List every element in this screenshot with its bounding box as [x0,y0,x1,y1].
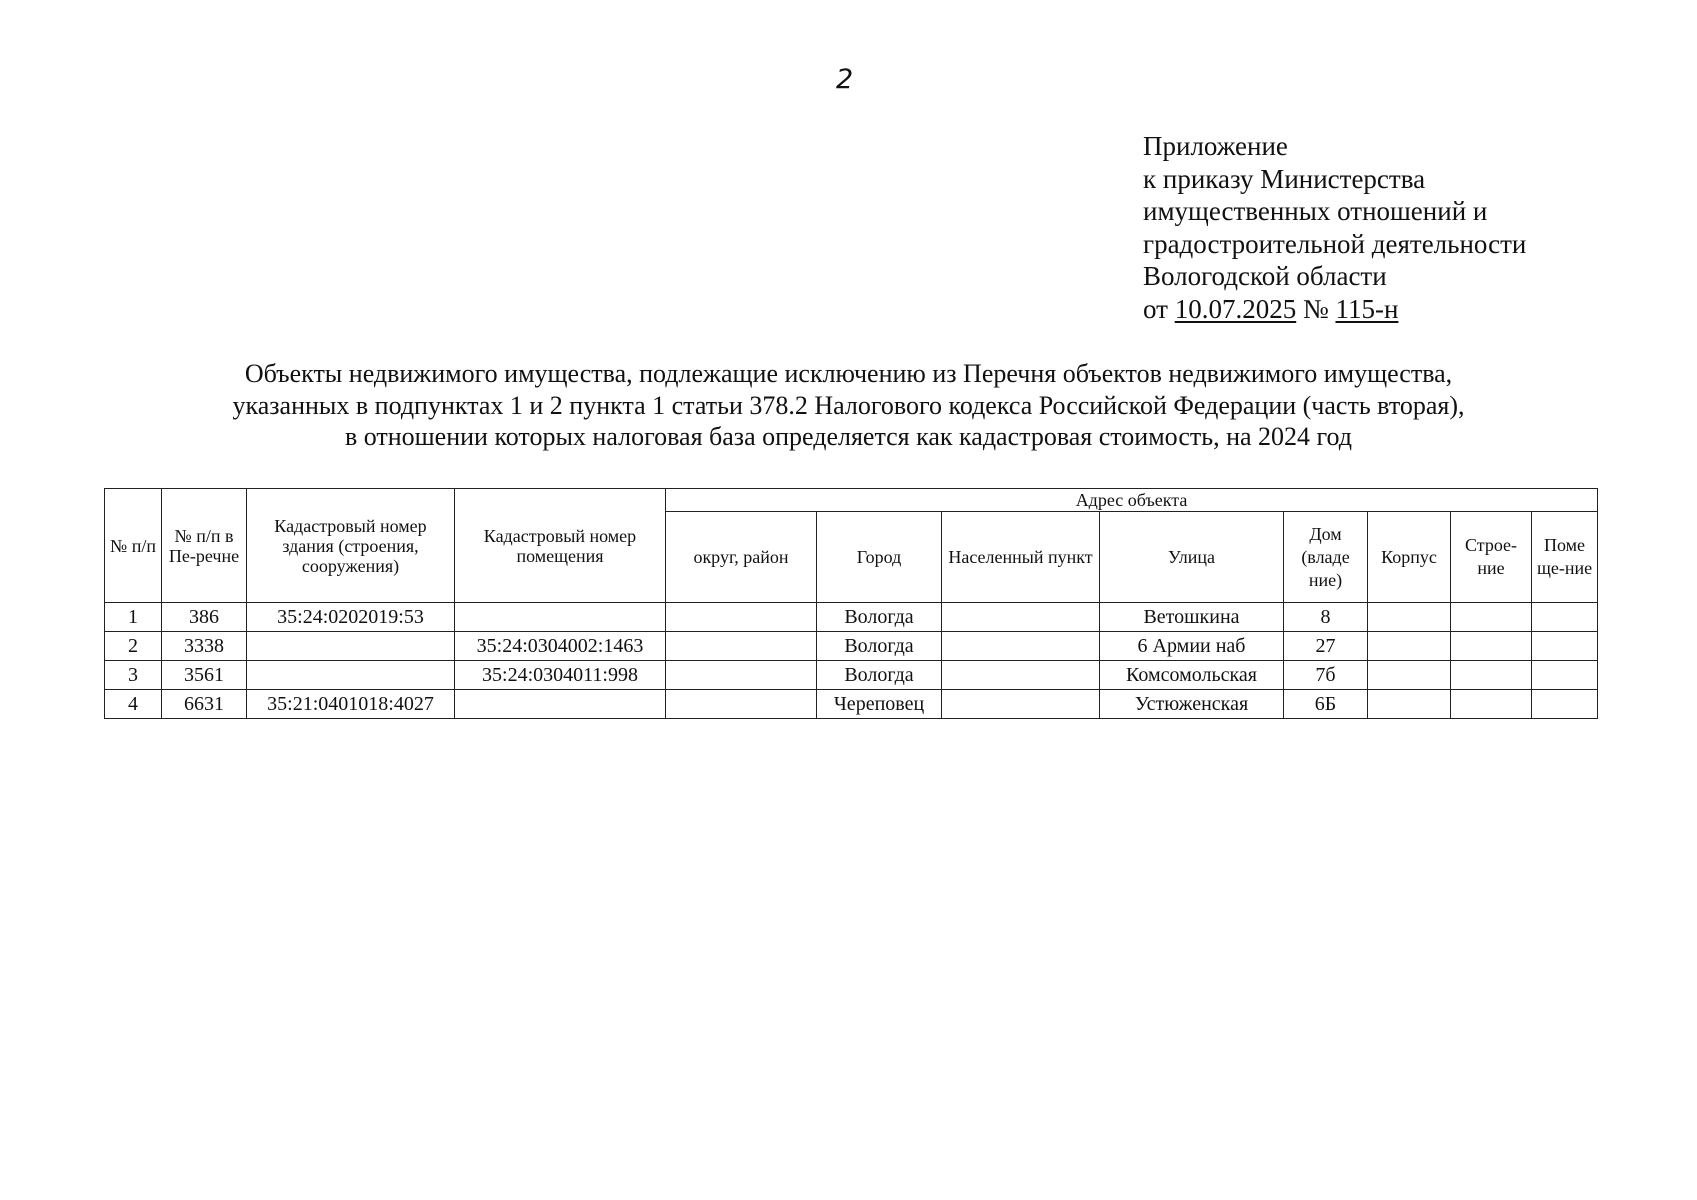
cell-locality [942,603,1100,632]
cell-block [1368,632,1451,661]
header-structure: Строе-ние [1451,512,1532,603]
date-prefix: от [1143,293,1168,324]
objects-table [104,488,1598,719]
cell-district [666,661,817,690]
cell-premises [455,603,666,632]
header-house: Дом (владе ние) [1284,512,1368,603]
cell-building [247,632,455,661]
order-number: 115-н [1335,293,1399,324]
cell-premises: 35:24:0304002:1463 [455,632,666,661]
cell-premises [455,690,666,719]
cell-block [1368,661,1451,690]
cell-structure [1451,661,1532,690]
header-locality: Населенный пункт [942,512,1100,603]
cell-no: 1 [105,603,162,632]
cell-street: Комсомольская [1100,661,1284,690]
cell-no: 3 [105,661,162,690]
number-sign: № [1302,293,1329,324]
cell-no: 4 [105,690,162,719]
document-title [100,358,1597,453]
header-premises-cadastral: Кадастровый номер помещения [455,489,666,603]
cell-list-no: 3561 [162,661,247,690]
cell-district [666,603,817,632]
cell-city: Вологда [817,603,942,632]
appendix-line: к приказу Министерства [1143,163,1426,194]
cell-locality [942,690,1100,719]
table-row [105,690,1598,719]
cell-room [1532,603,1598,632]
appendix-line: Приложение [1143,131,1288,161]
title-line: в отношении которых налоговая база определяется как кадастровая стоимость, на 2024 год [344,422,1353,451]
cell-premises: 35:24:0304011:998 [455,661,666,690]
table-row [105,603,1598,632]
cell-building [247,661,455,690]
cell-room [1532,690,1598,719]
page-number: 2 [836,64,854,95]
cell-structure [1451,690,1532,719]
cell-list-no: 386 [162,603,247,632]
cell-room [1532,632,1598,661]
header-address-group: Адрес объекта [666,489,1598,512]
cell-district [666,632,817,661]
cell-block [1368,603,1451,632]
cell-city: Череповец [817,690,942,719]
header-city: Город [817,512,942,603]
table-row [105,661,1598,690]
cell-city: Вологда [817,661,942,690]
cell-block [1368,690,1451,719]
header-building-cadastral: Кадастровый номер здания (строения, сооружения) [247,489,455,603]
cell-list-no: 6631 [162,690,247,719]
cell-locality [942,661,1100,690]
title-line: Объекты недвижимого имущества, подлежащие исключению из Перечня объектов недвижимого имущества, [244,359,1453,388]
table-row [105,632,1598,661]
header-district: округ, район [666,512,817,603]
header-street: Улица [1100,512,1284,603]
appendix-block [1143,130,1526,326]
header-row-no: № п/п [105,489,162,603]
title-line: указанных в подпунктах 1 и 2 пункта 1 статьи 378.2 Налогового кодекса Российской Федерации (часть вторая), [232,390,1465,420]
cell-street: Устюженская [1100,690,1284,719]
appendix-line: имущественных отношений и [1143,196,1488,227]
cell-district [666,690,817,719]
cell-city: Вологда [817,632,942,661]
cell-building: 35:24:0202019:53 [247,603,455,632]
cell-street: Ветошкина [1100,603,1284,632]
header-block: Корпус [1368,512,1451,603]
cell-street: 6 Армии наб [1100,632,1284,661]
table-header-row [105,489,1598,512]
cell-structure [1451,632,1532,661]
appendix-line: градостроительной деятельности [1143,228,1527,259]
cell-building: 35:21:0401018:4027 [247,690,455,719]
header-list-no: № п/п в Пе-речне [162,489,247,603]
cell-structure [1451,603,1532,632]
cell-house: 7б [1284,661,1368,690]
appendix-line: Вологодской области [1143,261,1387,292]
cell-locality [942,632,1100,661]
order-date: 10.07.2025 [1174,293,1297,324]
cell-house: 8 [1284,603,1368,632]
cell-list-no: 3338 [162,632,247,661]
order-date-line [1143,293,1526,326]
cell-house: 6Б [1284,690,1368,719]
cell-room [1532,661,1598,690]
cell-house: 27 [1284,632,1368,661]
cell-no: 2 [105,632,162,661]
header-room: Поме ще-ние [1532,512,1598,603]
